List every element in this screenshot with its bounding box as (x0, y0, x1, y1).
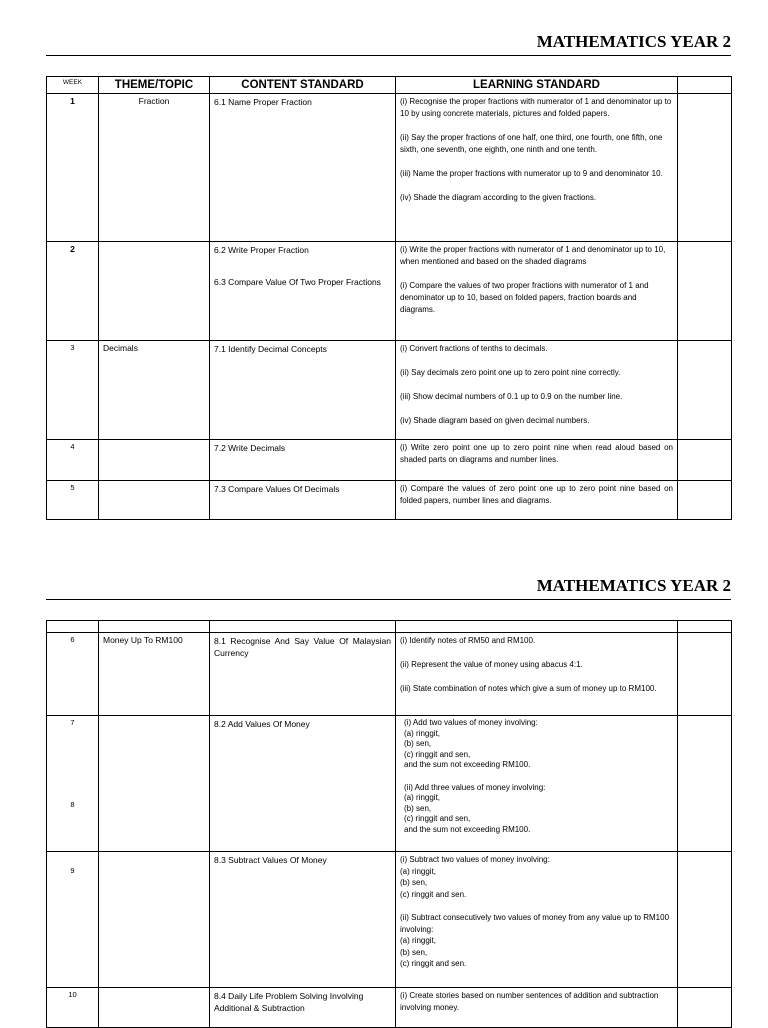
content-standard-cell (210, 633, 396, 716)
week-cell: 3 (47, 341, 99, 440)
scheme-table-2 (46, 620, 732, 1028)
blank-cell (678, 242, 732, 341)
week-cell: 5 (47, 481, 99, 520)
content-item: 8.4 Daily Life Problem Solving Involving Additional & Subtraction (214, 991, 364, 1013)
learning-standard-cell (396, 242, 678, 341)
learning-item: (iv) Shade diagram based on given decimal numbers. (400, 416, 590, 425)
learning-item: (i) Recognise the proper fractions with numerator of 1 and denominator up to 10 by using concrete materials, pictures and folded papers. (400, 97, 672, 118)
learning-item: (ii) Say the proper fractions of one half, one third, one fourth, one fifth, one sixth, one seventh, one eighth, one ninth and one tenth. (400, 133, 663, 154)
week-number: 7 (70, 718, 75, 727)
table-row (47, 633, 732, 716)
learning-item: (ii) Say decimals zero point one up to zero point nine correctly. (400, 368, 621, 377)
content-item: 6.2 Write Proper Fraction (214, 245, 309, 255)
table-row (47, 988, 732, 1028)
page-title: MATHEMATICS YEAR 2 (536, 576, 731, 595)
week-number: 8 (70, 800, 75, 809)
week-cell (47, 716, 99, 852)
week-number: 9 (70, 866, 75, 875)
blank-cell (678, 341, 732, 440)
learning-item: (iv) Shade the diagram according to the given fractions. (400, 193, 597, 202)
table-row (47, 242, 732, 341)
content-item: 8.3 Subtract Values Of Money (214, 855, 327, 865)
learning-item: (i) Convert fractions of tenths to decimals. (400, 344, 548, 353)
theme-cell (99, 852, 210, 988)
learning-item: (i) Create stories based on number sentences of addition and subtraction involving money. (400, 991, 659, 1012)
content-standard-cell (210, 481, 396, 520)
learning-item: (i) Write zero point one up to zero point nine when read aloud based on shaded parts on diagrams and number lines. (400, 443, 673, 464)
content-item: 6.1 Name Proper Fraction (214, 97, 312, 107)
learning-item: (ii) Subtract consecutively two values of money from any value up to RM100 involving: (a) ringgit, (b) sen, (c) ringgit and sen. (400, 913, 670, 968)
blank-cell (99, 621, 210, 633)
scheme-table-1 (46, 76, 732, 520)
table-row (47, 481, 732, 520)
blank-cell (678, 633, 732, 716)
learning-item: (ii) Add three values of money involving: (a) ringgit, (b) sen, (c) ringgit and sen, and the sum not exceeding RM100. (404, 782, 546, 834)
learning-item: (ii) Represent the value of money using abacus 4:1. (400, 660, 583, 669)
header-week: WEEK (47, 77, 99, 94)
blank-cell (678, 621, 732, 633)
content-item: 7.3 Compare Values Of Decimals (214, 484, 340, 494)
page-header (46, 30, 731, 56)
content-item: 7.1 Identify Decimal Concepts (214, 344, 327, 354)
table-row (47, 440, 732, 481)
week-cell: 6 (47, 633, 99, 716)
learning-item: (iii) Show decimal numbers of 0.1 up to 0.9 on the number line. (400, 392, 623, 401)
blank-cell (678, 852, 732, 988)
learning-standard-cell (396, 852, 678, 988)
blank-cell (678, 440, 732, 481)
header-learning-standard: LEARNING STANDARD (396, 77, 678, 94)
blank-cell (396, 621, 678, 633)
learning-item: (i) Identify notes of RM50 and RM100. (400, 636, 536, 645)
table-row (47, 852, 732, 988)
blank-cell (210, 621, 396, 633)
learning-standard-cell (396, 633, 678, 716)
week-cell: 4 (47, 440, 99, 481)
table-row (47, 621, 732, 633)
table-row (47, 94, 732, 242)
learning-item: (iii) State combination of notes which give a sum of money up to RM100. (400, 684, 657, 693)
learning-standard-cell (396, 481, 678, 520)
content-item: 8.2 Add Values Of Money (214, 719, 310, 729)
learning-item: (i) Compare the values of two proper fractions with numerator of 1 and denominator up to 10, based on folded papers, fraction boards and diagrams. (400, 281, 649, 314)
learning-standard-cell (396, 94, 678, 242)
blank-cell (678, 94, 732, 242)
content-item: 7.2 Write Decimals (214, 443, 286, 453)
content-standard-cell (210, 242, 396, 341)
theme-cell: Decimals (99, 341, 210, 440)
content-standard-cell (210, 341, 396, 440)
content-standard-cell (210, 94, 396, 242)
learning-item: (i) Subtract two values of money involving: (a) ringgit, (b) sen, (c) ringgit and sen. (400, 855, 550, 899)
week-stack (51, 718, 94, 809)
blank-cell (678, 716, 732, 852)
page-header (46, 574, 731, 600)
content-standard-cell (210, 716, 396, 852)
learning-standard-cell (396, 716, 678, 852)
week-cell: 1 (47, 94, 99, 242)
page-title: MATHEMATICS YEAR 2 (536, 32, 731, 51)
week-cell: 10 (47, 988, 99, 1028)
learning-standard-cell (396, 988, 678, 1028)
theme-cell: Fraction (99, 94, 210, 242)
content-standard-cell (210, 988, 396, 1028)
theme-cell: Money Up To RM100 (99, 633, 210, 716)
blank-cell (678, 988, 732, 1028)
theme-cell (99, 988, 210, 1028)
learning-standard-cell (396, 440, 678, 481)
header-theme: THEME/TOPIC (99, 77, 210, 94)
learning-item: (iii) Name the proper fractions with numerator up to 9 and denominator 10. (400, 169, 663, 178)
theme-cell (99, 716, 210, 852)
content-standard-cell (210, 440, 396, 481)
content-standard-cell (210, 852, 396, 988)
week-cell: 2 (47, 242, 99, 341)
header-blank (678, 77, 732, 94)
blank-cell (47, 621, 99, 633)
theme-cell (99, 242, 210, 341)
header-content-standard: CONTENT STANDARD (210, 77, 396, 94)
week-cell (47, 852, 99, 988)
blank-cell (678, 481, 732, 520)
learning-item: (i) Write the proper fractions with numerator of 1 and denominator up to 10, when mentioned and based on the shaded diagrams (400, 245, 666, 266)
learning-item: (i) Add two values of money involving: (a) ringgit, (b) sen, (c) ringgit and sen, and the sum not exceeding RM100. (404, 718, 538, 769)
content-item: 8.1 Recognise And Say Value Of Malaysian Currency (214, 636, 391, 658)
learning-item: (i) Compare the values of zero point one up to zero point nine based on folded papers, number lines and diagrams. (400, 484, 673, 505)
table-row (47, 341, 732, 440)
theme-cell (99, 440, 210, 481)
table-row (47, 716, 732, 852)
theme-cell (99, 481, 210, 520)
learning-standard-cell (396, 341, 678, 440)
content-item: 6.3 Compare Value Of Two Proper Fractions (214, 277, 381, 287)
